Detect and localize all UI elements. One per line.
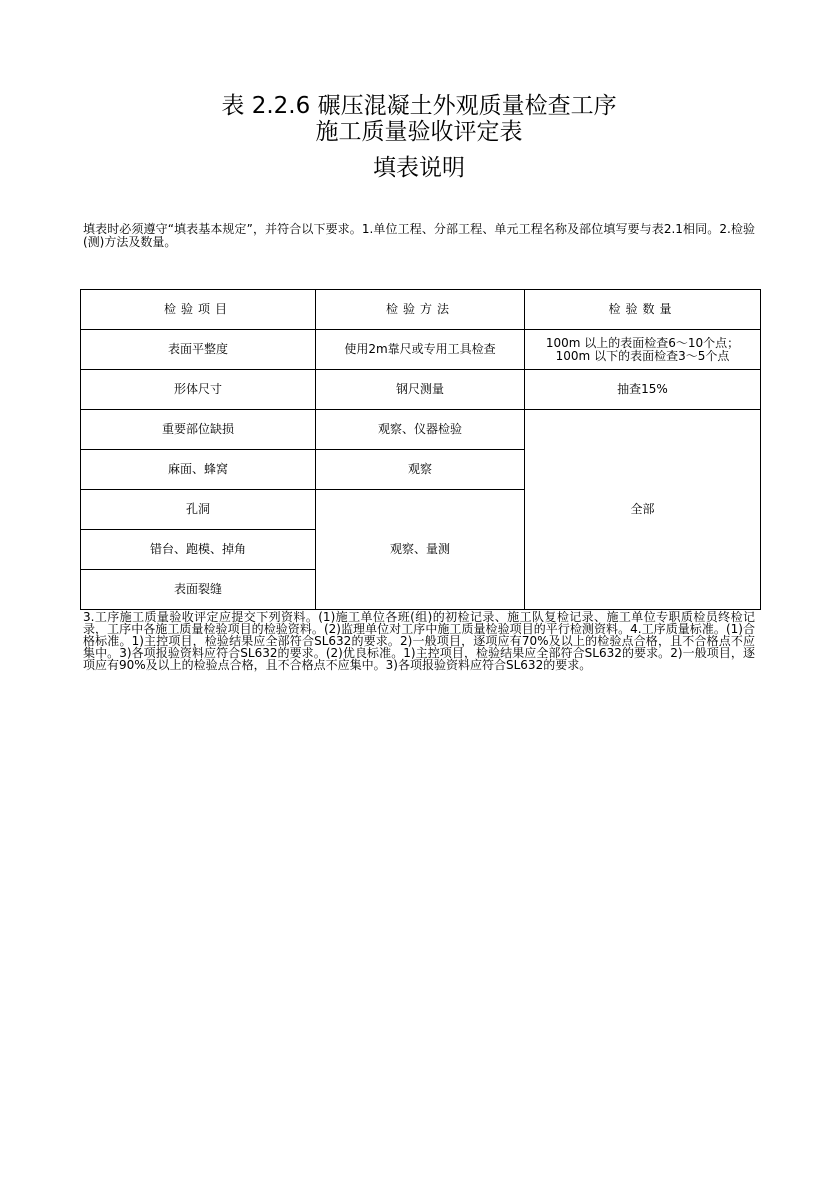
cell-quantity bbox=[525, 330, 761, 370]
cell-item: 麻面、蜂窝 bbox=[81, 450, 316, 490]
header-inspection-method: 检验方法 bbox=[316, 290, 525, 330]
cell-quantity-merged: 全部 bbox=[525, 410, 761, 610]
cell-item: 形体尺寸 bbox=[81, 370, 316, 410]
quantity-line: 100m 以下的表面检查3～5个点 bbox=[555, 348, 730, 363]
cell-quantity: 抽查15% bbox=[525, 370, 761, 410]
document-title: 表 2.2.6 碾压混凝土外观质量检查工序 bbox=[221, 93, 617, 119]
cell-item: 表面裂缝 bbox=[81, 570, 316, 610]
cell-item: 重要部位缺损 bbox=[81, 410, 316, 450]
header-inspection-quantity: 检验数量 bbox=[525, 290, 761, 330]
table-row bbox=[81, 330, 761, 370]
inspection-table bbox=[80, 289, 761, 610]
cell-item: 孔洞 bbox=[81, 490, 316, 530]
cell-method: 观察、仪器检验 bbox=[316, 410, 525, 450]
section-heading: 填表说明 bbox=[373, 155, 465, 181]
cell-method: 钢尺测量 bbox=[316, 370, 525, 410]
cell-method: 使用2m靠尺或专用工具检查 bbox=[316, 330, 525, 370]
cell-item: 表面平整度 bbox=[81, 330, 316, 370]
quantity-line: 100m 以上的表面检查6～10个点； bbox=[545, 335, 740, 350]
cell-item: 错台、跑模、掉角 bbox=[81, 530, 316, 570]
intro-paragraph: 填表时必须遵守“填表基本规定”，并符合以下要求。1.单位工程、分部工程、单元工程名称及部位填写要与表2.1相同。2.检验(测)方法及数量。 bbox=[83, 222, 755, 249]
requirements-paragraph: 3.工序施工质量验收评定应提交下列资料。(1)施工单位各班(组)的初检记录、施工队复检记录、施工单位专职质检员终检记录，工序中各施工质量检验项目的检验资料。(2)监理单位对工序中施工质量检验项目的平行检测资料。4.工序质量标准。(1)合格标准。1)主控项目，检验结果应全部符合SL632的要求。2)一般项目，逐项应有70%及以上的检验点合格，且不合格点不应集中。3)各项报验资料应符合SL632的要求。(2)优良标准。1)主控项目，检验结果应全部符合SL632的要求。2)一般项目，逐项应有90%及以上的检验点合格，且不合格点不应集中。3)各项报验资料应符合SL632的要求。 bbox=[83, 610, 755, 672]
header-inspection-item: 检验项目 bbox=[81, 290, 316, 330]
table-row bbox=[81, 370, 761, 410]
table-header-row bbox=[81, 290, 761, 330]
cell-method: 观察 bbox=[316, 450, 525, 490]
table-row bbox=[81, 410, 761, 450]
cell-method-merged: 观察、量测 bbox=[316, 490, 525, 610]
document-subtitle: 施工质量验收评定表 bbox=[315, 119, 523, 145]
